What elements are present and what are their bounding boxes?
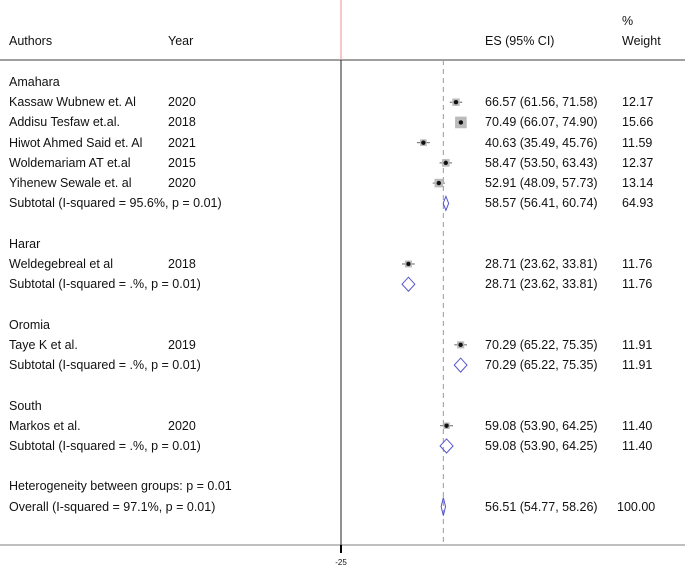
- study-author: Markos et al.: [9, 418, 81, 433]
- effect-size-ci: 70.29 (65.22, 75.35): [485, 358, 598, 373]
- study-author: Woldemariam AT et.al: [9, 155, 131, 170]
- point-estimate: [459, 120, 463, 124]
- study-weight: 11.76: [622, 256, 653, 271]
- point-estimate: [454, 100, 458, 104]
- study-year: 2021: [168, 135, 196, 150]
- subtotal-diamond: [402, 277, 415, 291]
- effect-size-ci: 40.63 (35.49, 45.76): [485, 135, 598, 150]
- study-weight: 12.17: [622, 95, 654, 110]
- point-estimate: [444, 161, 448, 165]
- group-label: South: [9, 398, 42, 413]
- header-weight: Weight: [622, 34, 661, 48]
- effect-size-ci: 58.57 (56.41, 60.74): [485, 196, 598, 211]
- header-year: Year: [168, 34, 194, 48]
- effect-size-ci: 70.49 (66.07, 74.90): [485, 115, 598, 130]
- subtotal-label: Subtotal (I-squared = .%, p = 0.01): [9, 358, 201, 373]
- study-weight: 11.59: [622, 135, 653, 150]
- effect-size-ci: 28.71 (23.62, 33.81): [485, 256, 598, 271]
- study-year: 2019: [168, 337, 196, 352]
- effect-size-ci: 56.51 (54.77, 58.26): [485, 499, 598, 514]
- effect-size-ci: 58.47 (53.50, 63.43): [485, 155, 598, 170]
- study-year: 2020: [168, 95, 196, 110]
- study-weight: 11.91: [622, 358, 653, 373]
- study-author: Weldegebreal et al: [9, 256, 114, 271]
- heterogeneity-note: Heterogeneity between groups: p = 0.01: [9, 479, 232, 494]
- effect-size-ci: 70.29 (65.22, 75.35): [485, 337, 598, 352]
- study-author: Kassaw Wubnew et. Al: [9, 95, 136, 110]
- header-es: ES (95% CI): [485, 34, 555, 48]
- study-year: 2018: [168, 256, 196, 271]
- study-weight: 11.91: [622, 337, 653, 352]
- header-authors: Authors: [9, 34, 53, 48]
- study-year: 2018: [168, 115, 196, 130]
- effect-size-ci: 66.57 (61.56, 71.58): [485, 95, 598, 110]
- point-estimate: [437, 181, 441, 185]
- header-weight-percent: %: [622, 14, 634, 28]
- axis-tick-label: -25: [335, 558, 347, 567]
- overall-label: Overall (I-squared = 97.1%, p = 0.01): [9, 499, 216, 514]
- study-weight: 15.66: [622, 115, 654, 130]
- effect-size-ci: 59.08 (53.90, 64.25): [485, 418, 598, 433]
- study-weight: 11.76: [622, 277, 653, 292]
- point-estimate: [444, 424, 448, 428]
- group-label: Harar: [9, 236, 41, 251]
- study-year: 2015: [168, 155, 196, 170]
- study-weight: 11.40: [622, 438, 653, 453]
- group-label: Amahara: [9, 75, 60, 89]
- effect-size-ci: 28.71 (23.62, 33.81): [485, 277, 598, 292]
- subtotal-label: Subtotal (I-squared = .%, p = 0.01): [9, 438, 201, 453]
- study-author: Addisu Tesfaw et.al.: [9, 115, 120, 130]
- study-weight: 11.40: [622, 418, 653, 433]
- effect-size-ci: 59.08 (53.90, 64.25): [485, 438, 598, 453]
- study-author: Hiwot Ahmed Said et. Al: [9, 135, 143, 150]
- subtotal-diamond: [440, 439, 453, 453]
- subtotal-diamond: [443, 196, 448, 210]
- study-weight: 100.00: [617, 499, 656, 514]
- study-author: Taye K et al.: [9, 337, 78, 352]
- study-author: Yihenew Sewale et. al: [9, 176, 132, 191]
- subtotal-label: Subtotal (I-squared = 95.6%, p = 0.01): [9, 196, 222, 211]
- study-weight: 13.14: [622, 176, 654, 191]
- point-estimate: [458, 343, 462, 347]
- subtotal-label: Subtotal (I-squared = .%, p = 0.01): [9, 277, 201, 292]
- point-estimate: [406, 262, 410, 266]
- study-weight: 64.93: [622, 196, 654, 211]
- study-year: 2020: [168, 418, 196, 433]
- subtotal-diamond: [454, 358, 467, 372]
- point-estimate: [421, 140, 425, 144]
- study-weight: 12.37: [622, 155, 654, 170]
- group-label: Oromia: [9, 317, 50, 332]
- study-year: 2020: [168, 176, 196, 191]
- effect-size-ci: 52.91 (48.09, 57.73): [485, 176, 598, 191]
